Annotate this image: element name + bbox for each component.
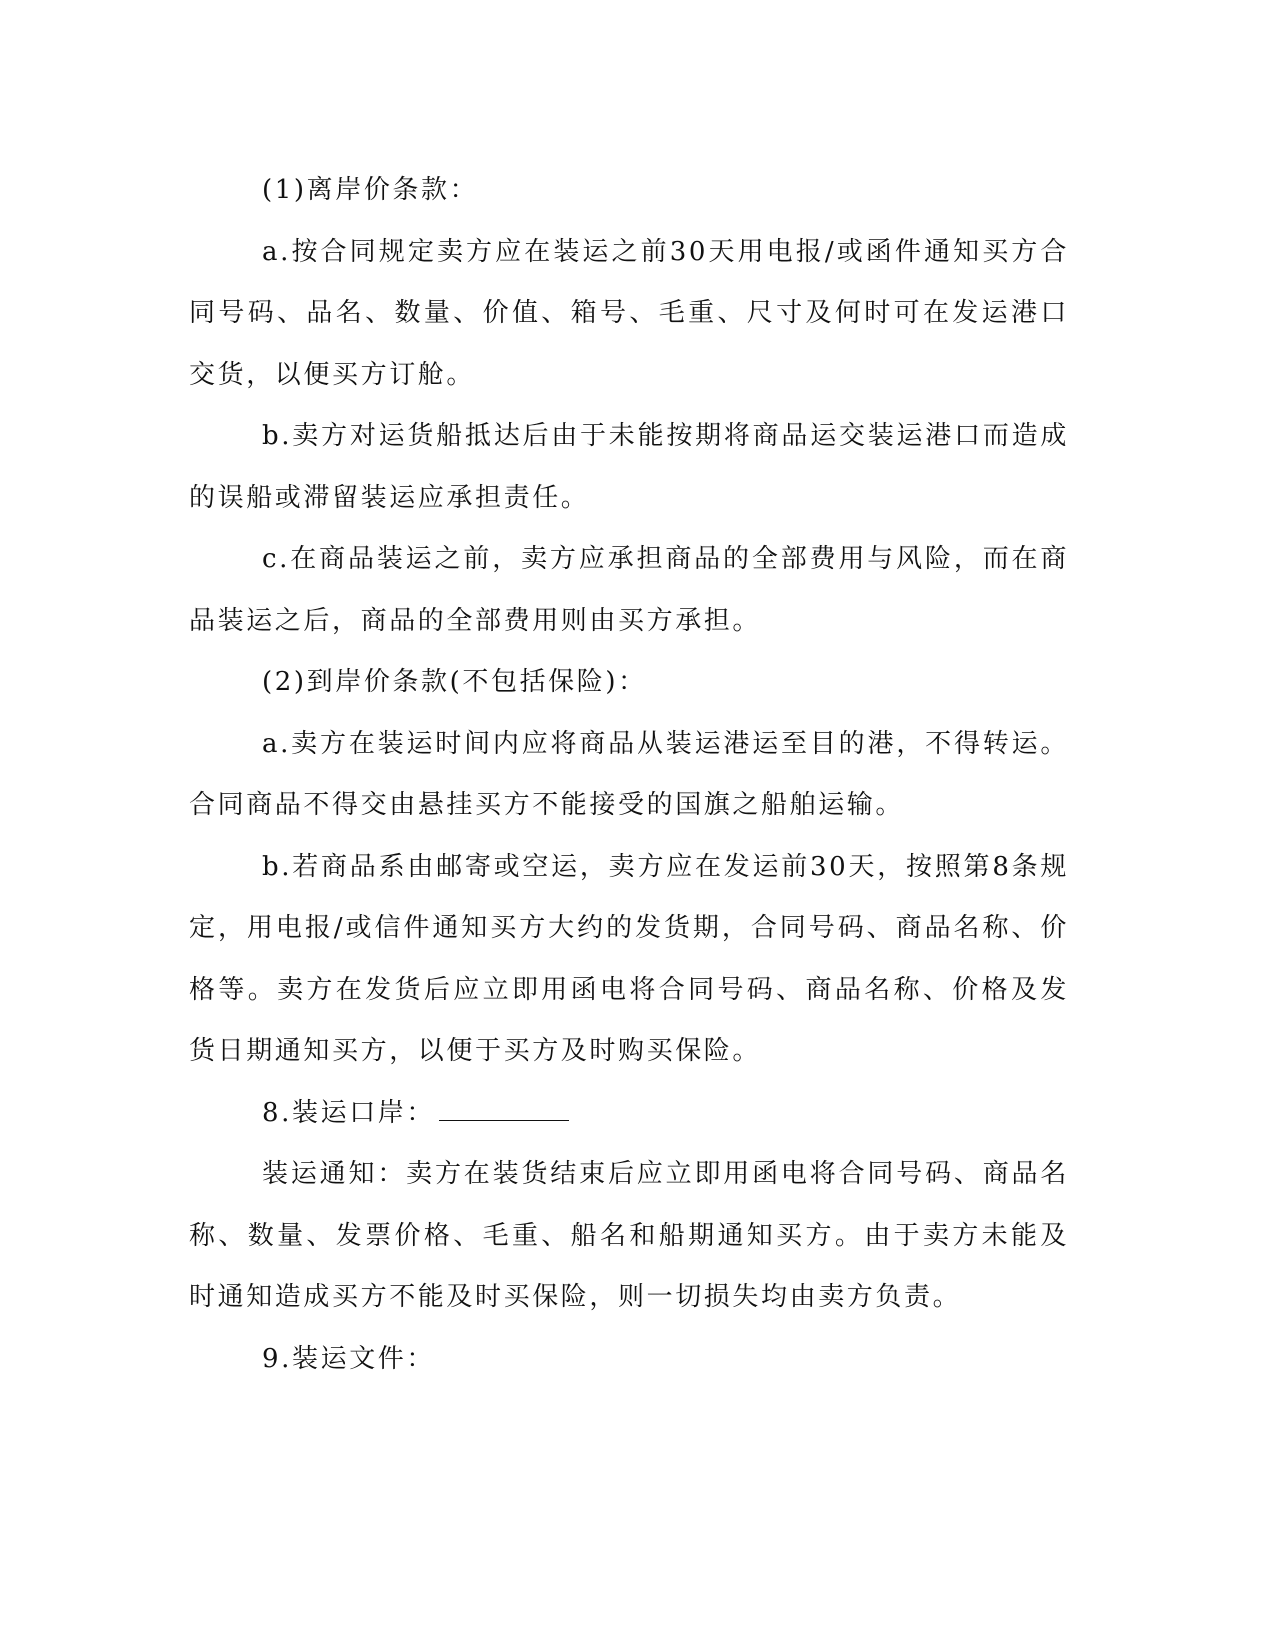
paragraph-cif-heading: (2)到岸价条款(不包括保险)：	[262, 667, 647, 697]
paragraph-cif-a: a.卖方在装运时间内应将商品从装运港运至目的港，不得转运。合同商品不得交由悬挂买方不能接受的国旗之船舶运输。	[189, 728, 1069, 820]
paragraph-port-of-shipment	[189, 1083, 1069, 1145]
paragraph-fob-a: a.按合同规定卖方应在装运之前30天用电报/或函件通知买方合同号码、品名、数量、价值、箱号、毛重、尺寸及何时可在发运港口交货，以便买方订舱。	[189, 236, 1069, 390]
paragraph-fob-heading: (1)离岸价条款：	[262, 175, 479, 205]
paragraph-fob-b: b.卖方对运货船抵达后由于未能按期将商品运交装运港口而造成的误船或滞留装运应承担责任。	[189, 421, 1069, 513]
paragraph-cif-b: b.若商品系由邮寄或空运，卖方应在发运前30天，按照第8条规定，用电报/或信件通知买方大约的发货期，合同号码、商品名称、价格等。卖方在发货后应立即用函电将合同号码、商品名称、价格及发货日期通知买方，以便于买方及时购买保险。	[189, 851, 1069, 1066]
port-of-shipment-blank	[439, 1100, 569, 1121]
paragraph-shipping-notice: 装运通知：卖方在装货结束后应立即用函电将合同号码、商品名称、数量、发票价格、毛重、船名和船期通知买方。由于卖方未能及时通知造成买方不能及时买保险，则一切损失均由卖方负责。	[189, 1159, 1069, 1312]
document-body	[189, 160, 1069, 1390]
paragraph-fob-c: c.在商品装运之前，卖方应承担商品的全部费用与风险，而在商品装运之后，商品的全部费用则由买方承担。	[189, 544, 1069, 636]
port-of-shipment-label: 8.装运口岸：	[262, 1097, 436, 1128]
paragraph-shipping-documents: 9.装运文件：	[262, 1343, 436, 1374]
